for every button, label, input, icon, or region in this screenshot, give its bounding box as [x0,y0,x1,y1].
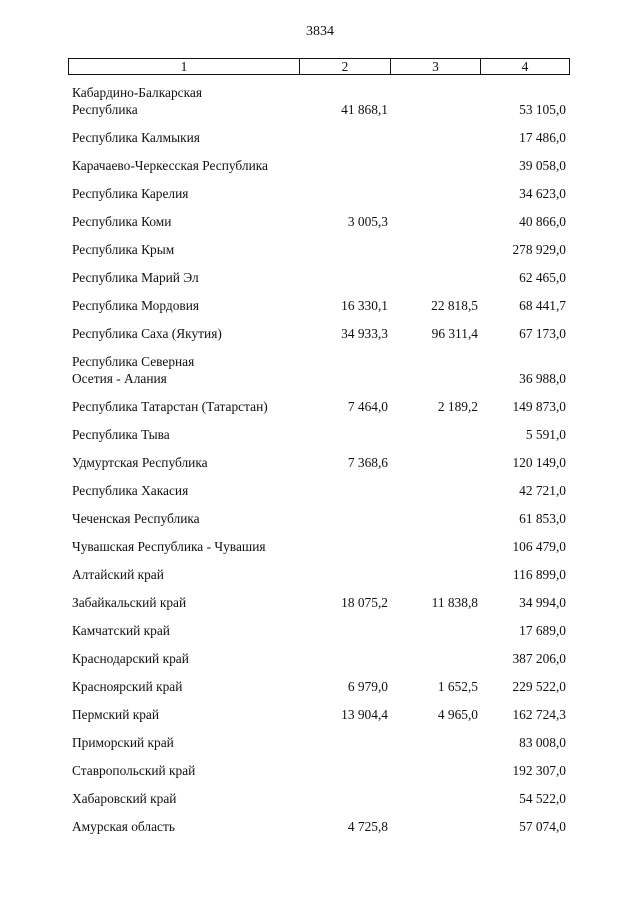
value-column-4: 40 866,0 [519,214,566,229]
value-column-4: 68 441,7 [519,298,566,313]
region-name: Краснодарский край [72,651,189,666]
region-name: Республика Марий Эл [72,270,199,285]
region-name: Чеченская Республика [72,511,200,526]
value-column-4: 39 058,0 [519,158,566,173]
table-header [68,58,570,75]
region-name: Забайкальский край [72,595,187,610]
value-column-4: 192 307,0 [512,763,566,778]
value-column-4: 5 591,0 [525,427,566,442]
table-row [0,127,640,155]
region-name: Алтайский край [72,567,164,582]
region-name: Республика Крым [72,242,175,257]
value-column-4: 83 008,0 [519,735,566,750]
region-name: Камчатский край [72,623,170,638]
region-name: Амурская область [72,819,175,834]
table-row [0,732,640,760]
value-column-3: 96 311,4 [431,326,478,341]
region-name: Республика Мордовия [72,298,200,313]
table-row [0,351,640,396]
table-row [0,323,640,351]
value-column-2: 16 330,1 [341,298,388,313]
column-header-1: 1 [69,59,300,74]
table-row [0,239,640,267]
region-name: Республика Татарстан (Татарстан) [72,399,268,414]
value-column-4: 162 724,3 [512,707,566,722]
region-name: Удмуртская Республика [72,455,208,470]
value-column-2: 7 368,6 [347,455,388,470]
value-column-4: 106 479,0 [512,539,566,554]
value-column-4: 54 522,0 [519,791,566,806]
table-row [0,536,640,564]
region-name: Республика Карелия [72,186,189,201]
value-column-4: 42 721,0 [519,483,566,498]
table-row [0,704,640,732]
value-column-2: 3 005,3 [347,214,388,229]
value-column-4: 17 689,0 [519,623,566,638]
value-column-4: 278 929,0 [512,242,566,257]
region-name: Хабаровский край [72,791,177,806]
region-name: Республика Калмыкия [72,130,200,145]
table-row [0,648,640,676]
column-header-2: 2 [300,59,391,74]
value-column-4: 36 988,0 [519,371,566,386]
value-column-4: 34 994,0 [519,595,566,610]
table-row [0,295,640,323]
table-row [0,183,640,211]
table-row [0,267,640,295]
table-row [0,155,640,183]
value-column-4: 67 173,0 [519,326,566,341]
table-row [0,480,640,508]
region-name: Кабардино-Балкарская Республика [72,85,202,117]
value-column-2: 6 979,0 [347,679,388,694]
table-row [0,620,640,648]
value-column-3: 1 652,5 [437,679,478,694]
table-body [0,82,640,844]
value-column-3: 11 838,8 [431,595,478,610]
value-column-4: 53 105,0 [519,102,566,117]
table-row [0,676,640,704]
table-row [0,564,640,592]
region-name: Чувашская Республика - Чувашия [72,539,266,554]
value-column-4: 61 853,0 [519,511,566,526]
region-name: Пермский край [72,707,160,722]
region-name: Ставропольский край [72,763,196,778]
table-row [0,452,640,480]
table-row [0,788,640,816]
value-column-2: 13 904,4 [341,707,388,722]
value-column-3: 2 189,2 [437,399,478,414]
region-name: Республика Тыва [72,427,170,442]
value-column-4: 116 899,0 [512,567,566,582]
value-column-4: 57 074,0 [519,819,566,834]
value-column-4: 149 873,0 [512,399,566,414]
region-name: Карачаево-Черкесская Республика [72,158,268,173]
table-row [0,508,640,536]
value-column-4: 120 149,0 [512,455,566,470]
value-column-2: 34 933,3 [341,326,388,341]
value-column-2: 41 868,1 [341,102,388,117]
region-name: Красноярский край [72,679,183,694]
column-header-4: 4 [521,59,529,74]
page-number: 3834 [306,24,334,39]
value-column-4: 387 206,0 [512,651,566,666]
region-name: Республика Коми [72,214,172,229]
value-column-4: 62 465,0 [519,270,566,285]
column-header-3: 3 [391,59,481,74]
table-row [0,592,640,620]
value-column-3: 22 818,5 [431,298,478,313]
region-name: Республика Хакасия [72,483,189,498]
table-row [0,760,640,788]
table-row [0,211,640,239]
value-column-3: 4 965,0 [437,707,478,722]
value-column-2: 4 725,8 [347,819,388,834]
value-column-2: 18 075,2 [341,595,388,610]
value-column-4: 17 486,0 [519,130,566,145]
region-name: Республика Саха (Якутия) [72,326,222,341]
table-row [0,82,640,127]
region-name: Республика Северная Осетия - Алания [72,354,195,386]
value-column-2: 7 464,0 [347,399,388,414]
table-row [0,816,640,844]
region-name: Приморский край [72,735,174,750]
value-column-4: 229 522,0 [512,679,566,694]
value-column-4: 34 623,0 [519,186,566,201]
table-row [0,396,640,424]
table-row [0,424,640,452]
